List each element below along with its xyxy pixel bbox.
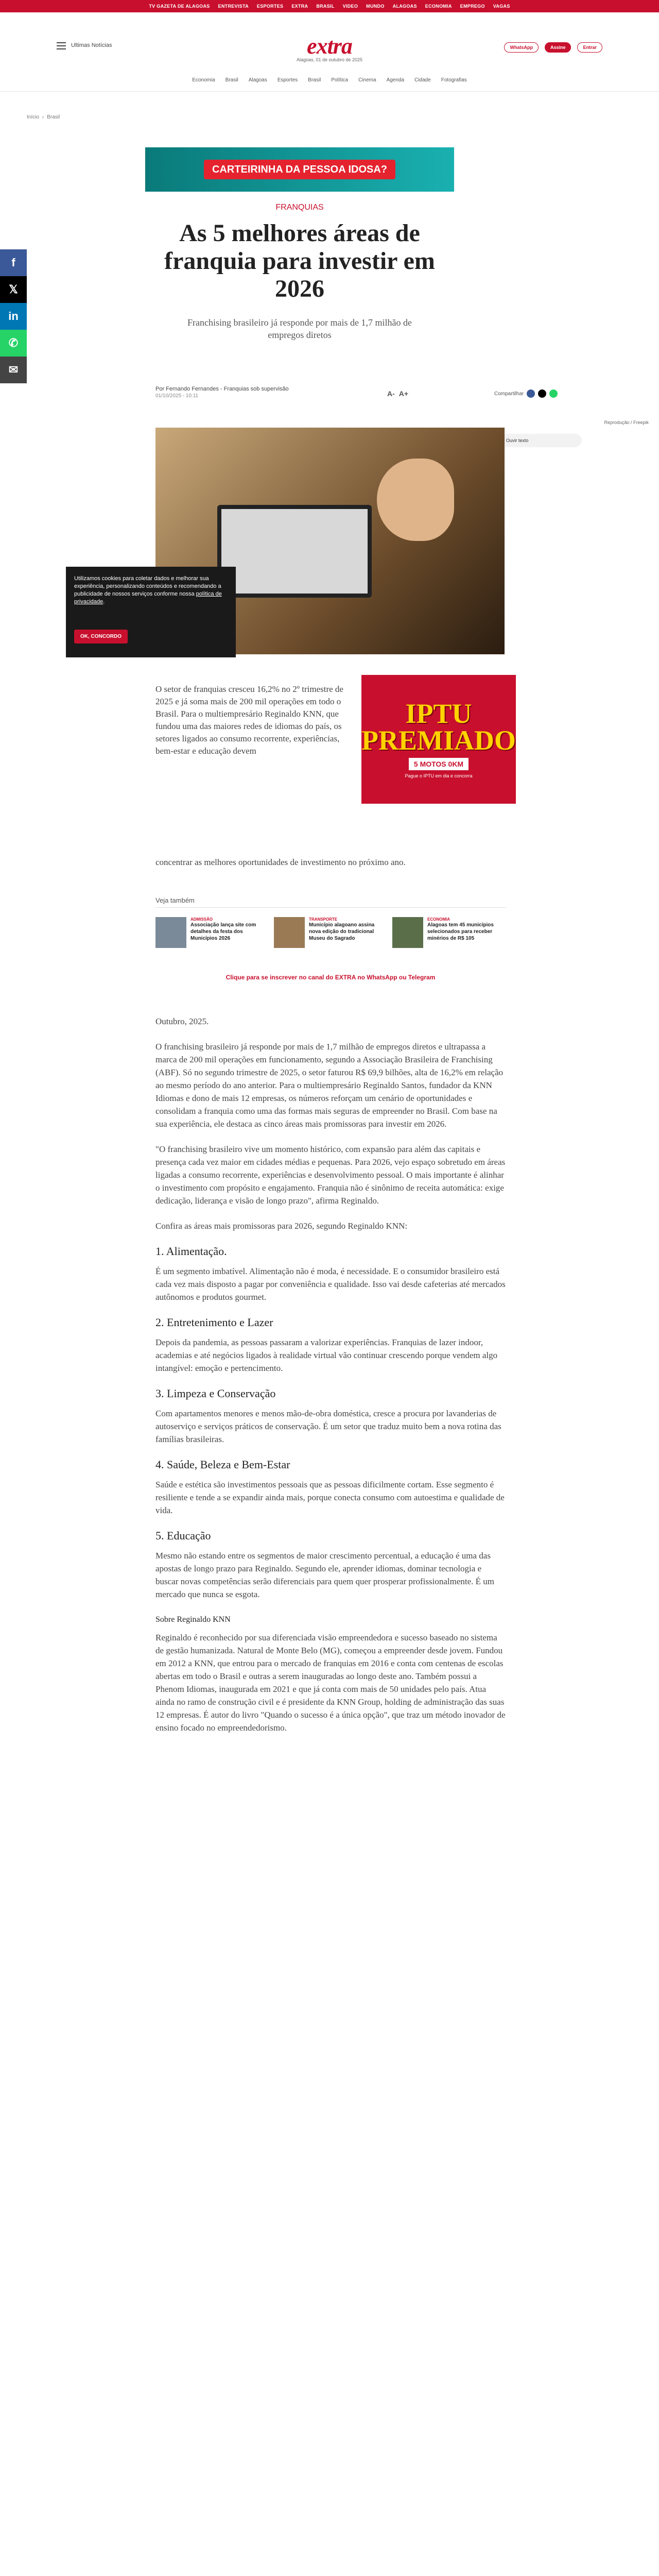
facebook-icon[interactable] xyxy=(527,389,535,398)
nav-item[interactable]: Esportes xyxy=(277,77,298,83)
ad-banner-top[interactable] xyxy=(145,147,454,192)
logo-text: extra xyxy=(307,33,352,59)
ad-iptu-title: IPTU PREMIADO xyxy=(361,698,516,756)
nav-item[interactable]: Brasil xyxy=(308,77,321,83)
nav-item[interactable]: Alagoas xyxy=(248,77,267,83)
email-icon[interactable]: ✉ xyxy=(0,357,27,383)
topbar-link[interactable]: ESPORTES xyxy=(256,4,284,9)
paragraph: Mesmo não estando entre os segmentos de maior crescimento percentual, a educação é uma das apostas de longo prazo para Reginaldo. Segundo ele, aprender idiomas, dominar tecnologia e buscar novas competências serão diferenciais para quem quer prosperar profissionalmente. É um mercado que nunca se esgota. xyxy=(155,1551,495,1599)
logo[interactable] xyxy=(278,33,381,62)
menu-label[interactable]: Ultimas Notícias xyxy=(71,42,112,48)
topbar-link[interactable]: VIDEO xyxy=(342,4,358,9)
paragraph: Reginaldo é reconhecido por sua diferenciada visão empreendedora e sucesso baseado no sistema de gestão humanizada. Natural de Monte Belo (MG), começou a empreender desde jovem. Fundou em 2012 a KNN, que entrou para o mercado de franquias em 2016 e conta com centenas de escolas abertas em todo o Brasil e outras a serem inauguradas ao longo deste ano. Também possui a Phenom Idiomas, inaugurada em 2021 e que já conta com mais de 50 unidades pelo país. Atua ainda no ramo de construção civil e é presidente da KNN Group, holding de administração das suas 12 empresas. É autor do livro "Quando o sucesso é a única opção", que traz um método inovador de ensino focado no empreendedorismo. xyxy=(155,1633,506,1733)
byline xyxy=(155,385,310,400)
x-icon[interactable]: 𝕏 xyxy=(0,276,27,303)
ad-iptu[interactable] xyxy=(361,675,516,804)
header-actions xyxy=(504,42,602,53)
subscribe-button[interactable]: Assine xyxy=(545,42,571,53)
ad-banner-text: CARTEIRINHA DA PESSOA IDOSA? xyxy=(204,160,395,179)
related-thumb xyxy=(392,917,423,948)
related-kicker: ADMISSÃO xyxy=(190,917,213,922)
audio-label: Ouvir texto xyxy=(506,438,529,443)
login-button[interactable]: Entrar xyxy=(577,42,602,53)
nav-item[interactable]: Agenda xyxy=(386,77,405,83)
linkedin-icon[interactable]: in xyxy=(0,303,27,330)
share-sidebar xyxy=(0,249,27,383)
channels-cta[interactable]: Clique para se inscrever no canal do EXTRA no WhatsApp ou Telegram xyxy=(226,974,436,981)
paragraph: Saúde e estética são investimentos pessoais que as pessoas dificilmente cortam. Esse segmento é resiliente e tende a se expandir ainda mais, porque conecta consumo com autoestima e qualidade de vida. xyxy=(155,1480,505,1515)
topbar-link[interactable]: EXTRA xyxy=(291,4,308,9)
cookie-accept-button[interactable]: OK, CONCORDO xyxy=(74,630,128,643)
author[interactable]: Por Fernando Fernandes - Franquias sob supervisão xyxy=(155,386,289,392)
hand-illustration xyxy=(377,459,454,541)
breadcrumb-section[interactable]: Brasil xyxy=(47,114,60,120)
publish-date: 01/10/2025 - 10:11 xyxy=(155,393,199,399)
related-title: Alagoas tem 45 municípios selecionados para receber minérios de R$ 105 xyxy=(427,922,494,941)
ad-iptu-prize: 5 MOTOS 0KM xyxy=(409,758,469,770)
cookie-text: Utilizamos cookies para coletar dados e melhorar sua experiência, personalizando conteúdos e recomendando a publicidade de nossos serviços conforme nossa política de privacidade. xyxy=(74,575,222,605)
section-heading: 5. Educação xyxy=(155,1529,211,1542)
related-thumb xyxy=(274,917,305,948)
main-nav xyxy=(0,77,659,92)
related-card[interactable] xyxy=(155,917,264,948)
related-card[interactable] xyxy=(392,917,500,948)
topbar-link[interactable]: EMPREGO xyxy=(460,4,485,9)
article-lead-continued: concentrar as melhores oportunidades de investimento no próximo ano. xyxy=(155,857,406,867)
x-icon[interactable] xyxy=(538,389,546,398)
about-heading: Sobre Reginaldo KNN xyxy=(155,1615,231,1624)
article-kicker: FRANQUIAS xyxy=(275,203,324,212)
topbar-link[interactable]: ENTREVISTA xyxy=(218,4,249,9)
topbar-link[interactable]: MUNDO xyxy=(366,4,385,9)
share-label: Compartilhar xyxy=(494,391,524,397)
dateline: Outubro, 2025. xyxy=(155,1016,209,1026)
laptop-illustration xyxy=(217,505,372,598)
related-kicker: ECONOMIA xyxy=(427,917,450,922)
section-heading: 2. Entretenimento e Lazer xyxy=(155,1316,273,1329)
related-articles xyxy=(155,917,506,948)
facebook-icon[interactable]: f xyxy=(0,249,27,276)
breadcrumb-home[interactable]: Início xyxy=(27,114,39,120)
breadcrumb xyxy=(27,114,60,120)
menu-icon[interactable] xyxy=(57,42,66,49)
related-title: Município alagoano assina nova edição do tradicional Museu do Sagrado xyxy=(309,922,375,941)
nav-item[interactable]: Economia xyxy=(192,77,215,83)
nav-item[interactable]: Cinema xyxy=(358,77,376,83)
article-body xyxy=(155,1015,506,1747)
header xyxy=(0,12,659,62)
paragraph: Confira as áreas mais promissoras para 2026, segundo Reginaldo KNN: xyxy=(155,1221,408,1231)
ad-iptu-note: Pague o IPTU em dia e concorra xyxy=(405,773,473,778)
paragraph: É um segmento imbatível. Alimentação não é moda, é necessidade. E o consumidor brasileiro está cada vez mais disposto a pagar por conveniência e qualidade. Isso vai desde cafeterias até mercados autônomos e produtos gourmet. xyxy=(155,1266,506,1302)
related-title: Associação lança site com detalhes da festa dos Municípios 2026 xyxy=(190,922,256,941)
topbar-link[interactable]: VAGAS xyxy=(493,4,510,9)
breadcrumb-separator: › xyxy=(42,114,44,120)
paragraph: "O franchising brasileiro vive um momento histórico, com expansão para além das capitais e presença cada vez maior em cidades médias e pequenas. Para 2026, vejo espaço sobretudo em áreas ligadas a consumo recorrente, experiências e desenvolvimento pessoal. O mais importante é alinhar o investimento com propósito e engajamento. Franquia não é sinônimo de receita automática: exige dedicação, liderança e visão de longo prazo", afirma Reginaldo. xyxy=(155,1144,506,1206)
article-lead: O setor de franquias cresceu 16,2% no 2º trimestre de 2025 e já soma mais de 200 mil operações em todo o Brasil. Para o multiempresário Reginaldo KNN, que fundou uma das maiores redes de idiomas do país, os setores ligados ao consumo recorrente, experiências, bem-estar e educação devem xyxy=(155,684,343,756)
see-also-heading: Veja também xyxy=(155,896,506,908)
topbar-link[interactable]: TV GAZETA DE ALAGOAS xyxy=(149,4,210,9)
cookie-banner xyxy=(66,567,236,657)
article-title: As 5 melhores áreas de franquia para investir em 2026 xyxy=(164,219,435,302)
section-heading: 4. Saúde, Beleza e Bem-Estar xyxy=(155,1458,290,1471)
header-date: Alagoas, 01 de outubro de 2025 xyxy=(296,57,363,62)
audio-player[interactable] xyxy=(494,434,582,447)
whatsapp-icon[interactable]: ✆ xyxy=(0,330,27,357)
nav-item[interactable]: Política xyxy=(331,77,349,83)
topbar-link[interactable]: ALAGOAS xyxy=(392,4,417,9)
font-increase-button[interactable]: A+ xyxy=(398,389,409,398)
nav-item[interactable]: Brasil xyxy=(225,77,238,83)
whatsapp-icon[interactable] xyxy=(549,389,558,398)
related-kicker: TRANSPORTE xyxy=(309,917,338,922)
image-caption: Reprodução / Freepik xyxy=(604,420,649,425)
font-decrease-button[interactable]: A- xyxy=(387,389,395,398)
top-bar xyxy=(0,0,659,12)
paragraph: O franchising brasileiro já responde por mais de 1,7 milhão de empregos diretos e ultrapassa a marca de 200 mil operações em funcionamento, segundo a Associação Brasileira de Franchising (ABF). Só no segundo trimestre de 2025, o setor faturou R$ 69,9 bilhões, alta de 16,2% em relação ao mesmo período do ano anterior. Para o multiempresário Reginaldo Santos, fundador da KNN Idiomas e dono de mais 12 empresas, os números reforçam um cenário de oportunidades e consolidam a franquia como uma das formas mais seguras de empreender no Brasil. Com base na sua experiência, ele destaca as cinco áreas mais promissoras para investir em 2026. xyxy=(155,1042,504,1129)
related-card[interactable] xyxy=(274,917,382,948)
nav-item[interactable]: Fotografias xyxy=(441,77,467,83)
font-size-tools xyxy=(387,389,408,398)
topbar-link[interactable]: BRASIL xyxy=(316,4,335,9)
topbar-link[interactable]: ECONOMIA xyxy=(425,4,452,9)
paragraph: Com apartamentos menores e menos mão-de-obra doméstica, cresce a procura por lavanderias de autoserviço e serviços práticos de conservação. É um setor que traduz muito bem a nova rotina das famílias brasileiras. xyxy=(155,1409,501,1444)
share-row xyxy=(494,389,558,398)
nav-item[interactable]: Cidade xyxy=(414,77,431,83)
section-heading: 1. Alimentação. xyxy=(155,1245,227,1258)
article-subtitle: Franchising brasileiro já responde por mais de 1,7 milhão de empregos diretos xyxy=(187,317,412,340)
section-heading: 3. Limpeza e Conservação xyxy=(155,1387,276,1400)
paragraph: Depois da pandemia, as pessoas passaram a valorizar experiências. Franquias de lazer indoor, academias e até negócios ligados à realidade virtual vão continuar crescendo porque vendem algo intangível: emoção e pertencimento. xyxy=(155,1337,498,1373)
whatsapp-button[interactable]: WhatsApp xyxy=(504,42,539,53)
related-thumb xyxy=(155,917,186,948)
